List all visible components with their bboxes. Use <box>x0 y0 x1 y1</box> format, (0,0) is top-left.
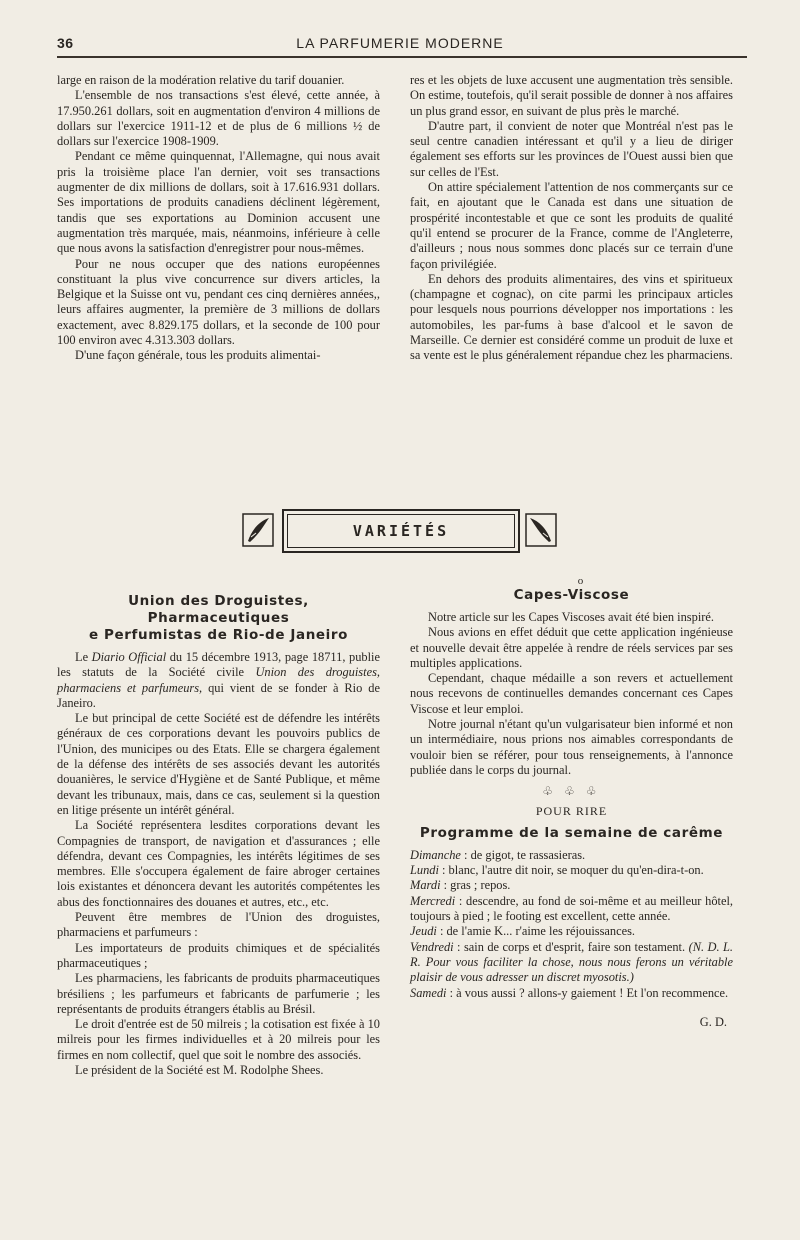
paragraph: Le Diario Official du 15 décembre 1913, page 18711, publie les statuts de la Société civile Union des droguistes, pharmaciens et parfumeurs, qui vient de se fonder à Rio de Janeiro. <box>57 650 380 710</box>
paragraph: Le but principal de cette Société est de défendre les intérêts généraux de ces corporations devant les pouvoirs publics de l'Union, des municipes ou des Etats. Elle se chargera également de la défense des intérêts de ses associés devant les autorités douanières, le service d'Hygiène et de Santé Publique, et même devant les tribunaux, mais, dans ce cas, seulement si la question en litige présente un intérêt général. <box>57 711 380 817</box>
paragraph: L'ensemble de nos transactions s'est élevé, cette année, à 17.950.261 dollars, soit en augmentation d'environ 4 millions de dollars sur l'exercice 1911-12 et de plus de 6 millions ½ de dollars sur l'exercice 1908-1909. <box>57 88 380 149</box>
paragraph: Pendant ce même quinquennat, l'Allemagne, qui nous avait pris la troisième place l'an dernier, voit ses transactions augmenter de dix millions de dollars, soit à 17.616.931 dollars. Ses importations de produits canadiens déclinent légèrement, tandis que ses exportations au Dominion accusent une augmentation très marquée, mais, néanmoins, inférieure à celle que nous avons la satisfaction d'enregistrer pour nous-mêmes. <box>57 149 380 256</box>
paragraph: res et les objets de luxe accusent une augmentation très sensible. On estime, toutefois, qu'il serait possible de donner à nos affaires un plus grand essor, en suivant de plus près le marché. <box>410 73 733 118</box>
paragraph: Notre journal n'étant qu'un vulgarisateur bien informé et non un intermédiaire, nous prions nos aimables correspondants de vouloir bien se référer, pour tous renseignements, à l'annonce publiée dans le corps du journal. <box>410 717 733 777</box>
paragraph: Le droit d'entrée est de 50 milreis ; la cotisation est fixée à 10 milreis pour les firmes individuelles et à 20 milreis pour les firmes en nom collectif, quel que soit le nombre des associés. <box>57 1017 380 1062</box>
section-banner-title: VARIÉTÉS <box>352 522 450 540</box>
paragraph: Cependant, chaque médaille a son revers et actuellement nous recevons de continuelles demandes concernant ces Capes Viscose et leur emploi. <box>410 671 733 716</box>
header-rule <box>57 56 747 58</box>
paragraph: Notre article sur les Capes Viscoses avait été bien inspiré. <box>428 610 714 624</box>
left-column-bottom <box>57 593 380 1078</box>
signature: G. D. <box>699 1014 727 1029</box>
paragraph: large en raison de la modération relative du tarif douanier. <box>57 73 345 87</box>
paragraph: Nous avions en effet déduit que cette application ingénieuse et nouvelle devait être appelée à rendre de réels services par ses multiples applications. <box>410 625 733 670</box>
article-subtitle: Programme de la semaine de carême <box>419 824 724 841</box>
paragraph: Le président de la Société est M. Rodolphe Shees. <box>75 1063 324 1078</box>
separator-ornament: ♧ ♧ ♧ <box>542 784 601 799</box>
section-banner <box>240 507 570 555</box>
leaf-ornament-icon <box>242 513 274 547</box>
article-title-line: e Perfumistas de Rio-de Janeiro <box>88 627 349 643</box>
paragraph: Les pharmaciens, les fabricants de produits pharmaceutiques brésiliens ; les parfumeurs et fabricants de parfumerie ; les représentants de produits étrangers établis au Brésil. <box>57 971 380 1016</box>
program-item: Mercredi : descendre, au fond de soi-même et au meilleur hôtel, toujours à pied ; le footing est excellent, cette année. <box>410 893 733 924</box>
program-item: Jeudi : de l'amie K... r'aime les réjouissances. <box>410 924 636 939</box>
left-column-top <box>57 73 380 364</box>
paragraph: Peuvent être membres de l'Union des droguistes, pharmaciens et parfumeurs : <box>57 910 380 940</box>
page-number: 36 <box>57 35 74 51</box>
paragraph: Pour ne nous occuper que des nations européennes constituant la plus vive concurrence sur divers articles, la Belgique et la Suisse ont vu, pendant ces cinq dernières années,, leurs affaires augmenter, la première de 3 millions de dollars exactement, avec 8.829.175 dollars, et la seconde de 100 pour 100 environ avec 4.313.303 dollars. <box>57 256 380 348</box>
program-item: Vendredi : sain de corps et d'esprit, faire son testament. (N. D. L. R. Pour vous faciliter la chose, nous nous ferons un véritable plaisir de vous adresser un discret myosotis.) <box>410 939 734 985</box>
paragraph: Les importateurs de produits chimiques et de spécialités pharmaceutiques ; <box>57 940 380 970</box>
small-mark: o <box>577 575 584 587</box>
program-item: Samedi : à vous aussi ? allons-y gaiement ! Et l'on recommence. <box>410 985 729 1000</box>
paragraph: On attire spécialement l'attention de nos commerçants sur ce fait, en ajoutant que le Canada est dans une situation de prospérité incontestable et que ce sont les produits de qualité qu'il entend se procurer de la France, comme de l'Angleterre, d'ailleurs ; nous nous sommes donc placés sur ce terrain d'une façon privilégiée. <box>410 180 733 271</box>
paragraph: D'autre part, il convient de noter que Montréal n'est pas le seul centre canadien intéressant et qu'il y a lieu de diriger également ses efforts sur les provinces de l'Ouest aussi bien que sur celles de l'Est. <box>410 118 733 179</box>
right-column-top <box>410 73 733 364</box>
paragraph: En dehors des produits alimentaires, des vins et spiritueux (champagne et cognac), on cite parmi les principaux articles pour lesquels nous pourrions développer nos importations : les automobiles, les par-fums à base d'alcool et le savon de Marseille. Ce dernier est considéré comme un produit de luxe et sa vente est le plus généralement répandue chez les pharmaciens. <box>410 271 733 363</box>
program-item: Dimanche : de gigot, te rassasieras. <box>410 847 586 862</box>
article-title: Capes-Viscose <box>513 587 630 603</box>
leaf-ornament-icon <box>525 513 557 547</box>
paragraph: D'une façon générale, tous les produits alimentai- <box>75 348 321 363</box>
section-banner-frame <box>282 509 520 553</box>
rubric-title: POUR RIRE <box>535 803 608 818</box>
program-item: Mardi : gras ; repos. <box>410 878 511 893</box>
running-head: LA PARFUMERIE MODERNE <box>296 35 504 51</box>
program-list <box>410 848 733 1001</box>
paragraph: La Société représentera lesdites corporations devant les Compagnies de transport, de navigation et d'assurances ; elle défendra, devant ces Compagnies, les intérêts légitimes de ses membres. Elle s'occupera également de faire abroger certaines lois existantes et dénoncera devant les autorités compétentes les abus des fonctionnaires des douanes et autres, etc., etc. <box>57 818 380 909</box>
right-column-bottom <box>410 575 733 1030</box>
program-item: Lundi : blanc, l'autre dit noir, se moquer du qu'en-dira-t-on. <box>410 863 704 878</box>
article-title <box>57 593 380 644</box>
article-title-line: Union des Droguistes, Pharmaceutiques <box>128 593 309 626</box>
